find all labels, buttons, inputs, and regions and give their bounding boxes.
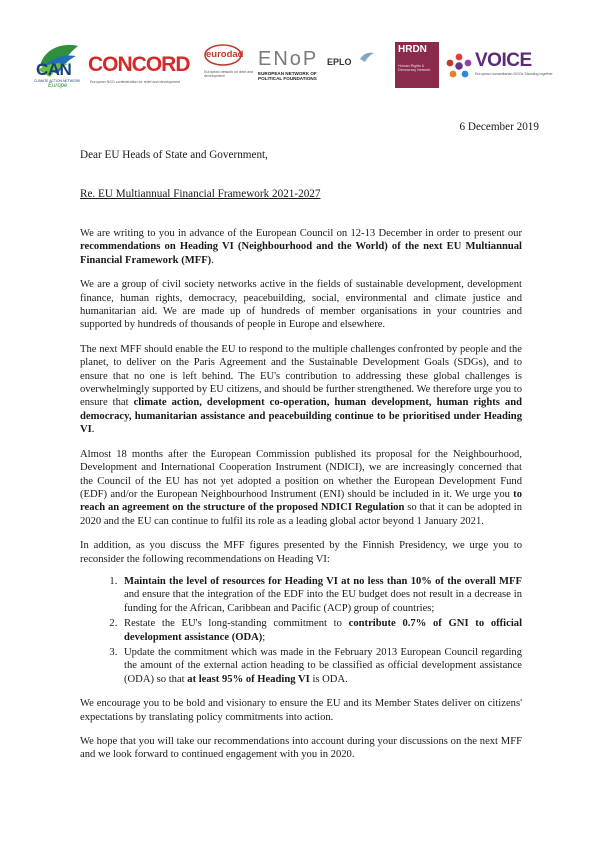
eplo-wordmark: EPLO bbox=[327, 57, 352, 67]
hrdn-logo bbox=[395, 40, 441, 96]
paragraph-3: The next MFF should enable the EU to respond to the multiple challenges confronted by people and the planet, to deliver on the Paris Agreement and the Sustainable Development Goals (SDGs), and to ensure that no one is left behind. The EU's contribution to addressing these global challenges is overwhelmingly supported by EU citizens, and should be further strengthened. We therefore urge you to ensure that climate action, development co-operation, human development, human rights and democracy, humanitarian assistance and peacebuilding continue to be prioritised under Heading VI. bbox=[80, 343, 522, 436]
eurodad-logo bbox=[202, 40, 254, 96]
enop-wordmark: ENoP bbox=[258, 48, 319, 70]
paragraph-5: In addition, as you discuss the MFF figures presented by the Finnish Presidency, we urge you to reconsider the following recommendations on Heading VI: bbox=[80, 540, 522, 565]
paragraph-6: We encourage you to be bold and visionary to ensure the EU and its Member States deliver on citizens' expectations by translating policy commitments into action. bbox=[80, 698, 522, 723]
enop-tagline: EUROPEAN NETWORK OF POLITICAL FOUNDATIONS bbox=[258, 71, 317, 81]
voice-star-icon bbox=[445, 52, 473, 80]
concord-wordmark: CONCORD bbox=[88, 53, 190, 76]
paragraph-1: We are writing to you in advance of the European Council on 12-13 December in order to present our recommendations on Heading VI (Neighbourhood and the World) of the next EU Multiannual Financial Framework (MFF). bbox=[80, 228, 522, 266]
voice-tagline: European humanitarian NGOs Standing together bbox=[475, 72, 553, 76]
salutation: Dear EU Heads of State and Government, bbox=[80, 149, 268, 161]
enop-logo bbox=[258, 40, 322, 96]
list-item: 2. Restate the EU's long-standing commitment to contribute 0.7% of GNI to official development assistance (ODA); bbox=[120, 617, 522, 644]
can-tagline: CLIMATE ACTION NETWORK bbox=[34, 79, 81, 83]
eurodad-wordmark: eurodad bbox=[206, 49, 244, 60]
voice-logo bbox=[445, 40, 562, 96]
voice-wordmark: VOICE bbox=[475, 50, 532, 71]
eplo-dove-icon bbox=[359, 51, 375, 63]
list-item: 3. Update the commitment which was made in the February 2013 European Council regarding the amount of the external action heading to be classified as official development assistance (ODA) so that at least 95% of Heading VI is ODA. bbox=[120, 646, 522, 686]
can-wordmark: CAN bbox=[36, 60, 72, 79]
subject-line: Re. EU Multiannual Financial Framework 2021-2027 bbox=[80, 188, 321, 200]
list-item: 1. Maintain the level of resources for Heading VI at no less than 10% of the overall MFF and ensure that the integration of the EDF into the EU budget does not result in a decrease in funding for the African, Caribbean and Pacific (ACP) group of countries; bbox=[120, 575, 522, 615]
recommendations-list bbox=[80, 575, 522, 686]
letter-date: 6 December 2019 bbox=[459, 121, 539, 133]
paragraph-4: Almost 18 months after the European Commission published its proposal for the Neighbourhood, Development and International Cooperation Instrument (NDICI), we are increasingly concerned that the Council of the EU has not yet adopted a position on whether the European Development Fund (EDF) and/or the European Neighbourhood Instrument (ENI) should be included in it. We urge you to reach an agreement on the structure of the proposed NDICI Regulation so that it can be adopted in 2020 and the EU can continue to fulfil its role as a leading global actor beyond 1 January 2021. bbox=[80, 448, 522, 527]
hrdn-tagline: Human Rights & Democracy Network bbox=[398, 64, 431, 73]
can-europe-logo bbox=[34, 40, 84, 96]
letter-body bbox=[80, 227, 522, 773]
eplo-logo bbox=[327, 40, 383, 96]
eurodad-tagline: European network on debt and development bbox=[204, 70, 254, 79]
concord-tagline: European NGO confederation for relief and development bbox=[90, 80, 181, 84]
hrdn-wordmark: HRDN bbox=[398, 44, 427, 55]
can-region: Europe bbox=[48, 83, 68, 89]
paragraph-7: We hope that you will take our recommendations into account during your discussions on the next MFF and we look forward to continued engagement with you in 2020. bbox=[80, 736, 522, 761]
paragraph-2: We are a group of civil society networks active in the fields of sustainable development, development finance, human rights, democracy, peacebuilding, social, environmental and climate justice and humanitarian aid. We are made up of hundreds of member organisations in your countries and supported by hundreds of thousands of people in Europe and elsewhere. bbox=[80, 279, 522, 331]
concord-logo bbox=[88, 40, 188, 96]
logo-strip bbox=[34, 40, 562, 96]
